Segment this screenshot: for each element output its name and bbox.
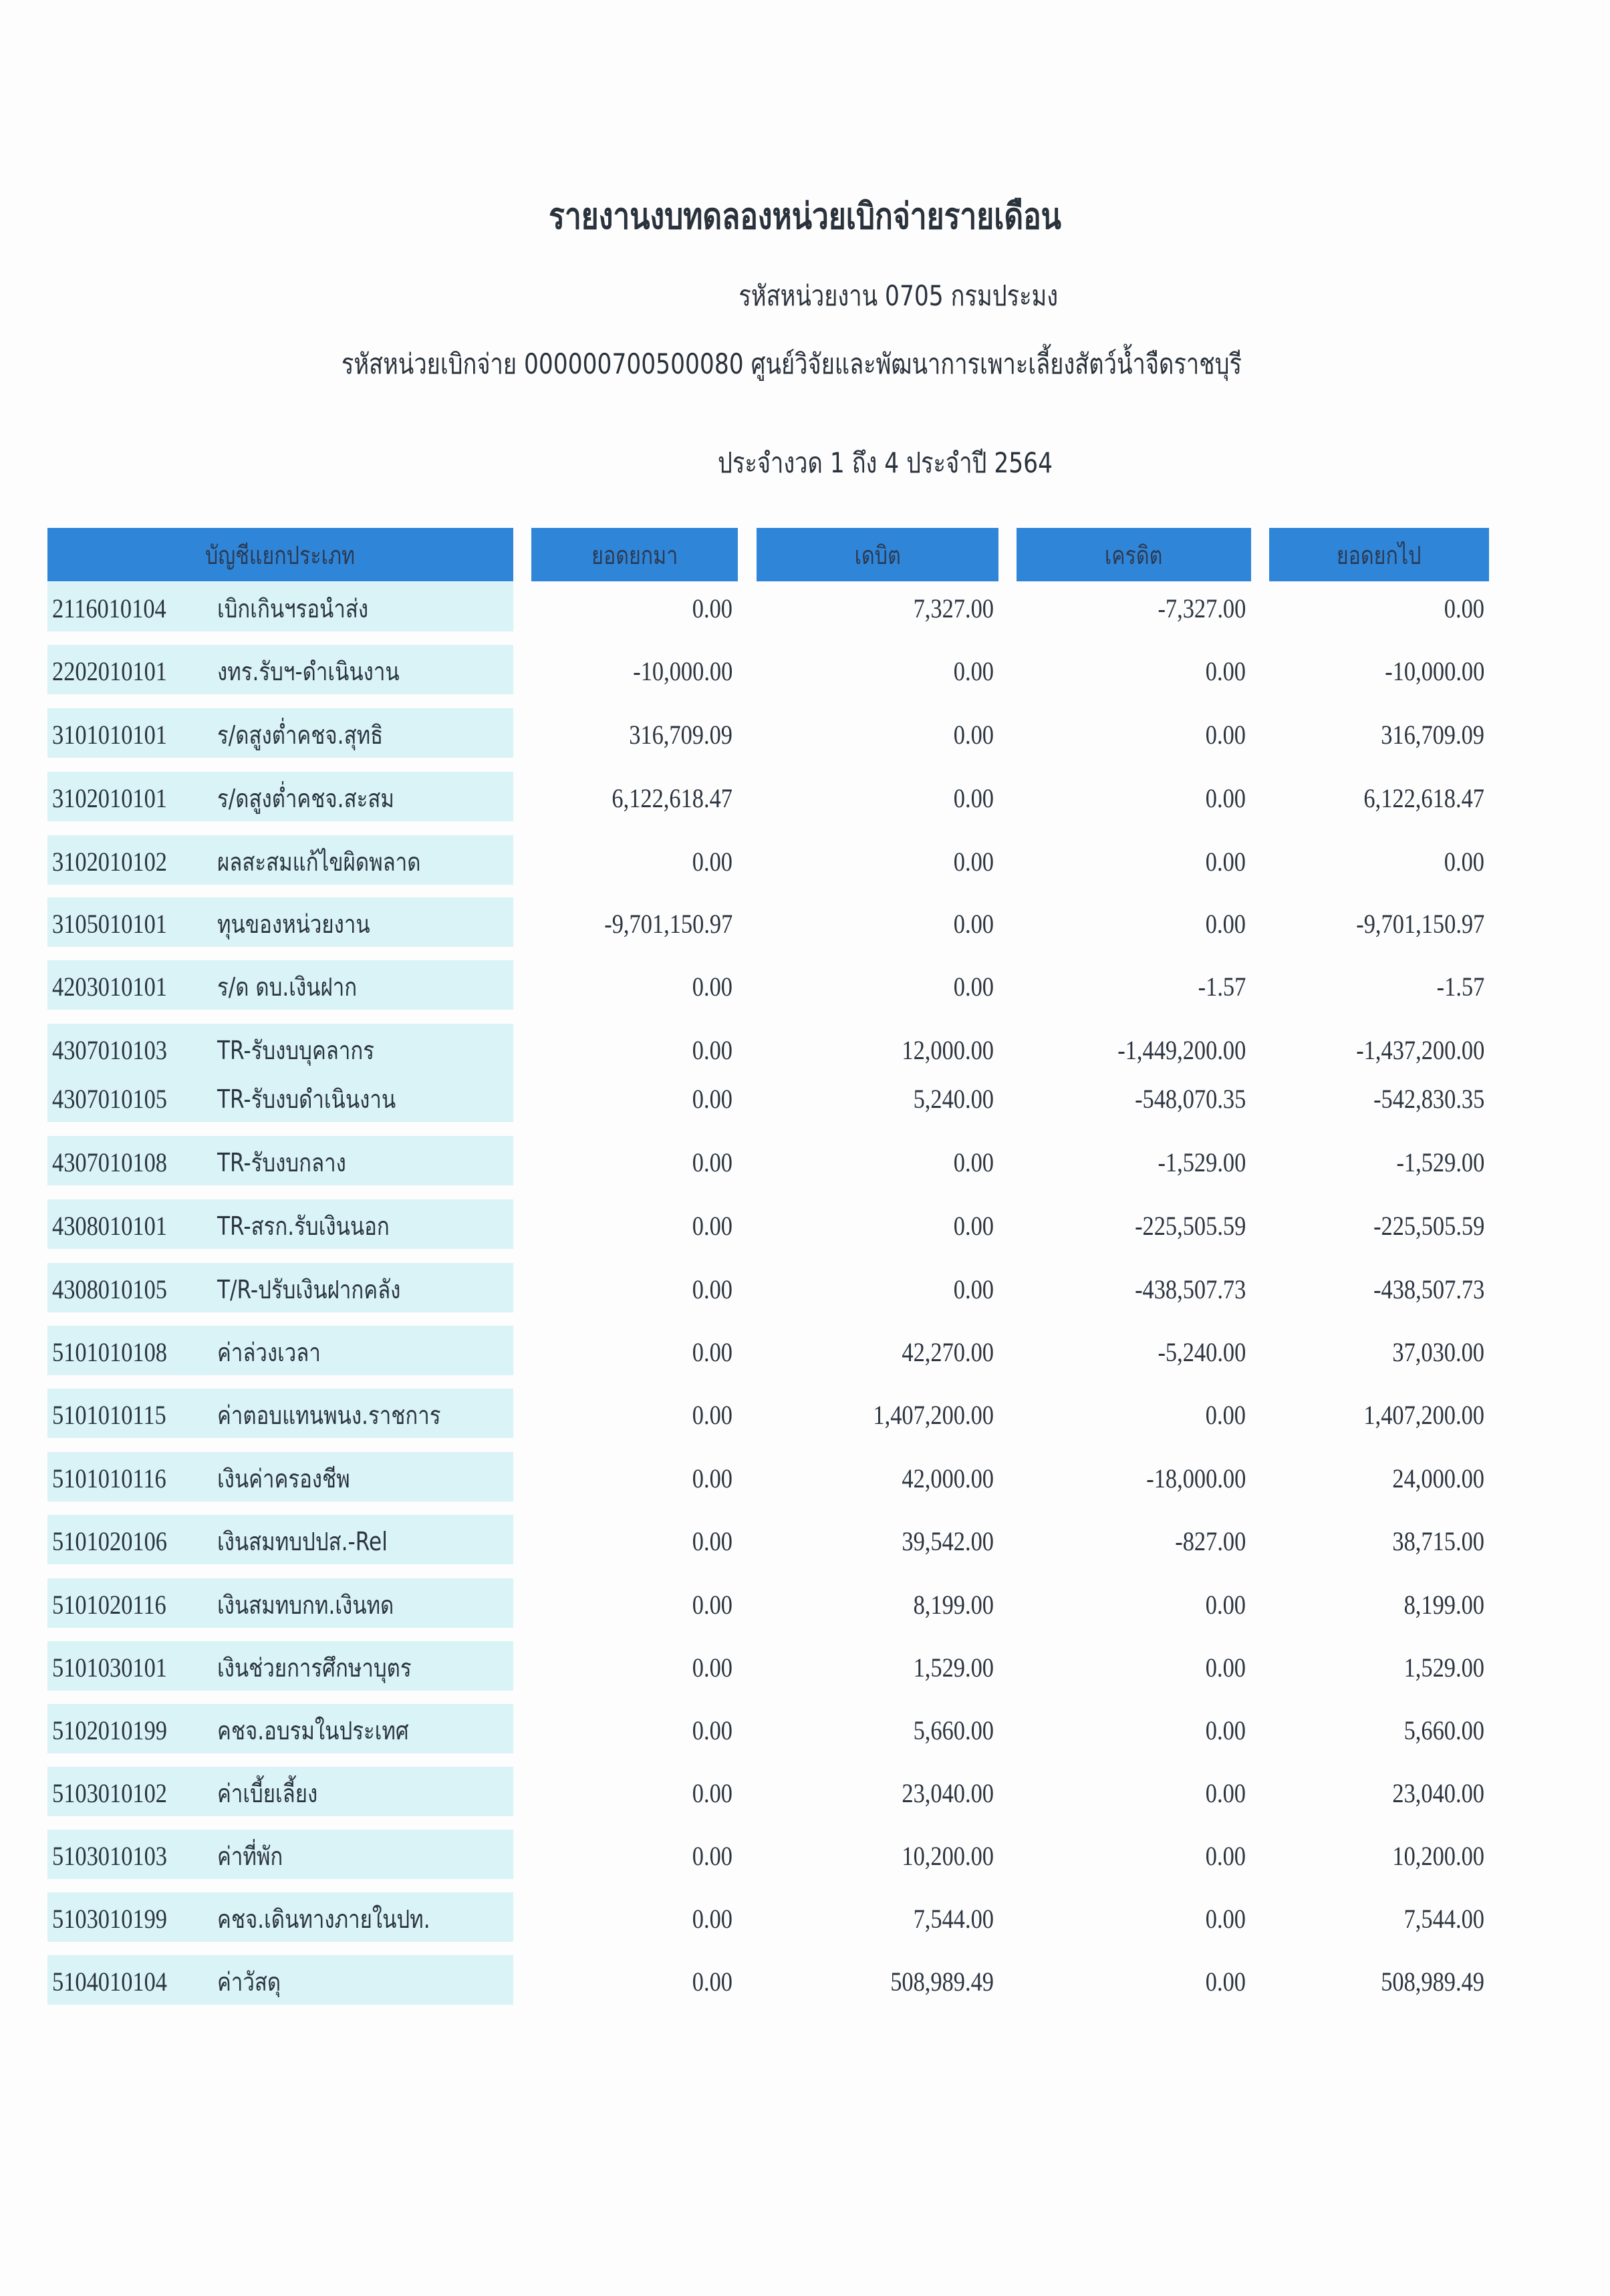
account-code: 2116010104 bbox=[52, 593, 166, 623]
opening-balance: 0.00 bbox=[692, 1715, 732, 1745]
account-name: ร/ดสูงต่ำคชจ.สะสม bbox=[217, 784, 394, 813]
closing-balance: 37,030.00 bbox=[1392, 1337, 1484, 1367]
credit-amount: 0.00 bbox=[1205, 783, 1246, 813]
closing-balance: 23,040.00 bbox=[1392, 1778, 1484, 1808]
header-opening-label: ยอดยกมา bbox=[591, 540, 678, 570]
closing-balance: 0.00 bbox=[1444, 593, 1484, 623]
opening-balance: 0.00 bbox=[692, 1778, 732, 1808]
account-code: 4308010101 bbox=[52, 1211, 167, 1241]
account-name: ค่าเบี้ยเลี้ยง bbox=[217, 1779, 318, 1808]
table-row bbox=[0, 1830, 1610, 1879]
closing-balance: -1,437,200.00 bbox=[1355, 1035, 1484, 1065]
opening-balance: 0.00 bbox=[692, 1653, 732, 1683]
account-name: คชจ.เดินทางภายในปท. bbox=[217, 1904, 430, 1934]
account-name: TR-สรก.รับเงินนอก bbox=[217, 1211, 390, 1241]
closing-balance: 1,529.00 bbox=[1403, 1653, 1484, 1683]
agency-line-text: รหัสหน่วยงาน 0705 กรมประมง bbox=[739, 279, 1059, 312]
opening-balance: 0.00 bbox=[692, 972, 732, 1002]
credit-amount: -5,240.00 bbox=[1158, 1337, 1246, 1367]
closing-balance: 24,000.00 bbox=[1392, 1463, 1484, 1493]
account-code: 5101020106 bbox=[52, 1526, 167, 1556]
debit-amount: 1,407,200.00 bbox=[873, 1400, 994, 1430]
debit-amount: 0.00 bbox=[953, 656, 994, 686]
account-code: 3102010101 bbox=[52, 783, 167, 813]
account-name: ค่าที่พัก bbox=[217, 1842, 283, 1871]
account-code: 5102010199 bbox=[52, 1715, 167, 1745]
account-code: 5101020116 bbox=[52, 1590, 166, 1620]
header-debit bbox=[757, 528, 998, 581]
closing-balance: -438,507.73 bbox=[1373, 1274, 1484, 1304]
opening-balance: 6,122,618.47 bbox=[612, 783, 732, 813]
account-name: TR-รับงบดำเนินงาน bbox=[217, 1085, 396, 1114]
closing-balance: 38,715.00 bbox=[1392, 1526, 1484, 1556]
header-closing bbox=[1269, 528, 1489, 581]
closing-balance: -542,830.35 bbox=[1373, 1084, 1484, 1114]
header-closing-label: ยอดยกไป bbox=[1337, 540, 1422, 570]
opening-balance: -10,000.00 bbox=[632, 656, 732, 686]
account-name: งทร.รับฯ-ดำเนินงาน bbox=[217, 657, 400, 686]
account-code: 4307010108 bbox=[52, 1147, 167, 1177]
account-name: เบิกเกินฯรอนำส่ง bbox=[217, 594, 369, 623]
credit-amount: 0.00 bbox=[1205, 1590, 1246, 1620]
table-row bbox=[0, 1515, 1610, 1564]
table-row bbox=[0, 582, 1610, 631]
credit-amount: 0.00 bbox=[1205, 1715, 1246, 1745]
table-row bbox=[0, 1704, 1610, 1753]
debit-amount: 12,000.00 bbox=[902, 1035, 994, 1065]
opening-balance: 0.00 bbox=[692, 1904, 732, 1934]
table-row bbox=[0, 1578, 1610, 1628]
table-row bbox=[0, 1955, 1610, 2005]
account-code: 5101010116 bbox=[52, 1463, 166, 1493]
table-row bbox=[0, 1136, 1610, 1185]
table-row bbox=[0, 1892, 1610, 1942]
opening-balance: 0.00 bbox=[692, 1211, 732, 1241]
account-name: ผลสะสมแก้ไขผิดพลาด bbox=[217, 847, 421, 877]
credit-amount: -1,449,200.00 bbox=[1117, 1035, 1246, 1065]
table-row bbox=[0, 1199, 1610, 1249]
opening-balance: 0.00 bbox=[692, 1337, 732, 1367]
closing-balance: 0.00 bbox=[1444, 847, 1484, 877]
account-code: 4307010103 bbox=[52, 1035, 167, 1065]
table-row bbox=[0, 835, 1610, 885]
credit-amount: 0.00 bbox=[1205, 720, 1246, 750]
opening-balance: 0.00 bbox=[692, 847, 732, 877]
opening-balance: 0.00 bbox=[692, 1400, 732, 1430]
account-name: เงินสมทบกท.เงินทด bbox=[217, 1590, 394, 1620]
debit-amount: 0.00 bbox=[953, 847, 994, 877]
account-code: 3101010101 bbox=[52, 720, 167, 750]
credit-amount: 0.00 bbox=[1205, 1841, 1246, 1871]
debit-amount: 0.00 bbox=[953, 972, 994, 1002]
opening-balance: -9,701,150.97 bbox=[603, 909, 732, 939]
disbursement-unit-text: รหัสหน่วยเบิกจ่าย 000000700500080 ศูนย์วิจัยและพัฒนาการเพาะเลี้ยงสัตว์น้ำจืดราชบุรี bbox=[341, 347, 1242, 380]
credit-amount: -225,505.59 bbox=[1134, 1211, 1246, 1241]
credit-amount: 0.00 bbox=[1205, 1653, 1246, 1683]
account-name: เงินช่วยการศึกษาบุตร bbox=[217, 1653, 412, 1683]
account-name: คชจ.อบรมในประเทศ bbox=[217, 1716, 409, 1745]
debit-amount: 5,240.00 bbox=[913, 1084, 994, 1114]
debit-amount: 23,040.00 bbox=[902, 1778, 994, 1808]
table-row bbox=[0, 708, 1610, 758]
debit-amount: 8,199.00 bbox=[913, 1590, 994, 1620]
debit-amount: 7,327.00 bbox=[913, 593, 994, 623]
table-row bbox=[0, 1389, 1610, 1438]
credit-amount: 0.00 bbox=[1205, 1904, 1246, 1934]
credit-amount: 0.00 bbox=[1205, 1400, 1246, 1430]
debit-amount: 0.00 bbox=[953, 720, 994, 750]
account-name: TR-รับงบบุคลากร bbox=[217, 1036, 374, 1065]
closing-balance: 10,200.00 bbox=[1392, 1841, 1484, 1871]
debit-amount: 1,529.00 bbox=[913, 1653, 994, 1683]
table-row bbox=[0, 1641, 1610, 1691]
closing-balance: -10,000.00 bbox=[1384, 656, 1484, 686]
closing-balance: 7,544.00 bbox=[1403, 1904, 1484, 1934]
account-code: 5101010115 bbox=[52, 1400, 166, 1430]
account-code: 4307010105 bbox=[52, 1084, 167, 1114]
credit-amount: -18,000.00 bbox=[1146, 1463, 1246, 1493]
debit-amount: 10,200.00 bbox=[902, 1841, 994, 1871]
account-name: ค่าวัสดุ bbox=[217, 1967, 281, 1997]
table-row bbox=[0, 1263, 1610, 1312]
debit-amount: 7,544.00 bbox=[913, 1904, 994, 1934]
account-code: 3102010102 bbox=[52, 847, 167, 877]
credit-amount: -438,507.73 bbox=[1134, 1274, 1246, 1304]
credit-amount: 0.00 bbox=[1205, 847, 1246, 877]
header-account-label: บัญชีแยกประเภท bbox=[205, 540, 356, 570]
account-name: ค่าล่วงเวลา bbox=[217, 1338, 321, 1367]
opening-balance: 0.00 bbox=[692, 1035, 732, 1065]
debit-amount: 0.00 bbox=[953, 909, 994, 939]
debit-amount: 0.00 bbox=[953, 1147, 994, 1177]
header-account bbox=[47, 528, 513, 581]
closing-balance: -9,701,150.97 bbox=[1355, 909, 1484, 939]
account-code: 5103010103 bbox=[52, 1841, 167, 1871]
table-row bbox=[0, 1072, 1610, 1122]
account-name: ค่าตอบแทนพนง.ราชการ bbox=[217, 1401, 441, 1430]
account-name: TR-รับงบกลาง bbox=[217, 1148, 346, 1177]
debit-amount: 0.00 bbox=[953, 783, 994, 813]
report-title-text: รายงานงบทดลองหน่วยเบิกจ่ายรายเดือน bbox=[549, 195, 1061, 237]
debit-amount: 0.00 bbox=[953, 1274, 994, 1304]
opening-balance: 0.00 bbox=[692, 1526, 732, 1556]
table-row bbox=[0, 645, 1610, 694]
closing-balance: 1,407,200.00 bbox=[1363, 1400, 1484, 1430]
header-credit bbox=[1017, 528, 1251, 581]
account-code: 5103010102 bbox=[52, 1778, 167, 1808]
closing-balance: 508,989.49 bbox=[1381, 1967, 1484, 1997]
opening-balance: 0.00 bbox=[692, 593, 732, 623]
debit-amount: 42,270.00 bbox=[902, 1337, 994, 1367]
credit-amount: 0.00 bbox=[1205, 909, 1246, 939]
table-row bbox=[0, 1024, 1610, 1073]
opening-balance: 0.00 bbox=[692, 1463, 732, 1493]
account-code: 5101030101 bbox=[52, 1653, 167, 1683]
account-code: 5103010199 bbox=[52, 1904, 167, 1934]
closing-balance: 6,122,618.47 bbox=[1363, 783, 1484, 813]
debit-amount: 508,989.49 bbox=[890, 1967, 994, 1997]
closing-balance: 5,660.00 bbox=[1403, 1715, 1484, 1745]
table-row bbox=[0, 772, 1610, 821]
debit-amount: 39,542.00 bbox=[902, 1526, 994, 1556]
account-name: T/R-ปรับเงินฝากคลัง bbox=[217, 1275, 401, 1304]
opening-balance: 0.00 bbox=[692, 1841, 732, 1871]
account-name: เงินสมทบปปส.-Rel bbox=[217, 1527, 388, 1556]
closing-balance: 8,199.00 bbox=[1403, 1590, 1484, 1620]
opening-balance: 0.00 bbox=[692, 1590, 732, 1620]
debit-amount: 42,000.00 bbox=[902, 1463, 994, 1493]
account-name: ร/ด ดบ.เงินฝาก bbox=[217, 972, 358, 1002]
account-code: 5101010108 bbox=[52, 1337, 167, 1367]
credit-amount: 0.00 bbox=[1205, 1778, 1246, 1808]
header-opening bbox=[531, 528, 738, 581]
credit-amount: -548,070.35 bbox=[1134, 1084, 1246, 1114]
header-debit-label: เดบิต bbox=[854, 540, 901, 570]
account-name: ทุนของหน่วยงาน bbox=[217, 909, 370, 939]
table-row bbox=[0, 1452, 1610, 1501]
account-name: เงินค่าครองชีพ bbox=[217, 1464, 350, 1493]
closing-balance: 316,709.09 bbox=[1381, 720, 1484, 750]
credit-amount: -1.57 bbox=[1198, 972, 1246, 1002]
opening-balance: 316,709.09 bbox=[629, 720, 732, 750]
credit-amount: -827.00 bbox=[1174, 1526, 1246, 1556]
account-code: 4308010105 bbox=[52, 1274, 167, 1304]
account-code: 5104010104 bbox=[52, 1967, 167, 1997]
credit-amount: 0.00 bbox=[1205, 656, 1246, 686]
report-title bbox=[0, 187, 1610, 245]
period-line bbox=[80, 441, 1610, 485]
table-row bbox=[0, 1767, 1610, 1816]
credit-amount: -1,529.00 bbox=[1158, 1147, 1246, 1177]
closing-balance: -1.57 bbox=[1436, 972, 1484, 1002]
debit-amount: 5,660.00 bbox=[913, 1715, 994, 1745]
opening-balance: 0.00 bbox=[692, 1147, 732, 1177]
header-credit-label: เครดิต bbox=[1105, 540, 1163, 570]
debit-amount: 0.00 bbox=[953, 1211, 994, 1241]
closing-balance: -1,529.00 bbox=[1396, 1147, 1484, 1177]
agency-line bbox=[94, 274, 1610, 318]
table-row bbox=[0, 1326, 1610, 1375]
account-code: 2202010101 bbox=[52, 656, 167, 686]
account-code: 4203010101 bbox=[52, 972, 167, 1002]
account-name: ร/ดสูงต่ำคชจ.สุทธิ bbox=[217, 720, 384, 750]
table-row bbox=[0, 897, 1610, 947]
period-line-text: ประจำงวด 1 ถึง 4 ประจำปี 2564 bbox=[717, 446, 1053, 479]
credit-amount: 0.00 bbox=[1205, 1967, 1246, 1997]
account-code: 3105010101 bbox=[52, 909, 167, 939]
closing-balance: -225,505.59 bbox=[1373, 1211, 1484, 1241]
opening-balance: 0.00 bbox=[692, 1967, 732, 1997]
credit-amount: -7,327.00 bbox=[1158, 593, 1246, 623]
table-row bbox=[0, 960, 1610, 1010]
opening-balance: 0.00 bbox=[692, 1274, 732, 1304]
disbursement-unit-line bbox=[0, 342, 1597, 386]
opening-balance: 0.00 bbox=[692, 1084, 732, 1114]
